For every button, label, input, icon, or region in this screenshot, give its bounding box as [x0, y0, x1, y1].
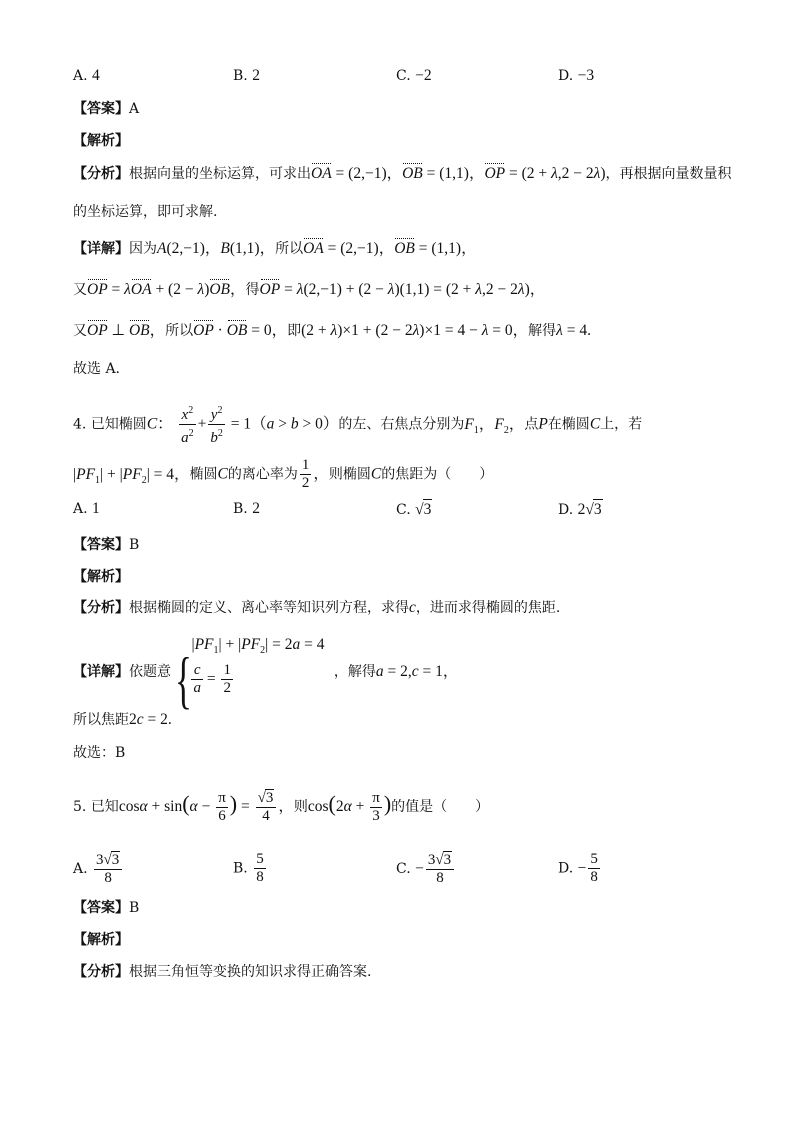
q4-analysis-label: 【解析】 — [73, 569, 129, 585]
q4-stem-line-1: 4. 已知椭圆C： $\frac{x^2}{a^2}$ + $\frac{y^2}{b^2}$ = 1（a > b > 0）的左、右焦点分别为$F_1$，$F_2$，点P在椭圆C上，若 — [73, 402, 642, 447]
q3-xiangjie-2: 又OP = λOA + (2 − λ)OB，得OP = λ(2,−1) + (2 − λ)(1,1) = (2 + λ,2 − 2λ)， — [73, 281, 546, 298]
q3-conclusion: 故选 A. — [73, 361, 121, 377]
q5-answer: 【答案】B — [73, 900, 140, 916]
q5-fenxi: 【分析】根据三角恒等变换的知识求得正确答案. — [73, 964, 372, 980]
q3-option-d: D. −3 — [558, 67, 595, 84]
q3-option-a: A. 4 — [73, 67, 100, 84]
q4-xiangjie: 【详解】依题意 { $|PF_1| + |PF_2| = 2a = 4$ $\frac{c}{a}$ = $\frac{1}{2}$ ，解得a = 2,c = 1， — [73, 636, 459, 715]
q5-analysis-label: 【解析】 — [73, 932, 129, 948]
q3-option-b: B. 2 — [233, 67, 260, 84]
q4-option-d: D. 2√3 — [558, 501, 602, 518]
q4-jiaoju: 所以焦距2c = 2. — [73, 711, 172, 728]
q4-option-c: C. √3 — [396, 501, 432, 518]
q3-fenxi: 【分析】根据向量的坐标运算，可求出OA = (2,−1)，OB = (1,1)，OP = (2 + λ,2 − 2λ)，再根据向量数量积 — [73, 165, 732, 182]
q3-xiangjie-3: 又OP ⊥ OB，所以OP · OB = 0，即(2 + λ)×1 + (2 − 2λ)×1 = 4 − λ = 0，解得λ = 4. — [73, 322, 591, 339]
q5-option-b: B. $\frac{5}{8}$ — [233, 851, 264, 885]
q3-analysis-label: 【解析】 — [73, 133, 129, 149]
q5-stem: 5. 已知cosα + sin(α − $\frac{\pi}{6}$ ) = $\frac{√3}{4}$ ，则cos(2α + $\frac{\pi}{3}$ )的值是（ ） — [73, 789, 490, 824]
q5-option-a: A. $\frac{3√3}{8}$ — [73, 851, 124, 887]
q4-conclusion: 故选：B — [73, 745, 126, 761]
q4-stem-line-2: $|PF_1| + |PF_2| = 4$，椭圆C的离心率为 $\frac{1}{2}$ ，则椭圆C的焦距为（ ） — [73, 457, 494, 491]
q3-option-c: C. −2 — [396, 67, 432, 84]
q4-option-a: A. 1 — [73, 500, 100, 517]
q4-fenxi: 【分析】根据椭圆的定义、离心率等知识列方程，求得c，进而求得椭圆的焦距. — [73, 599, 561, 616]
q3-answer: 【答案】A — [73, 101, 140, 117]
q5-option-d: D. − $\frac{5}{8}$ — [558, 851, 598, 885]
q3-xiangjie-1: 【详解】因为A(2,−1)，B(1,1)，所以OA = (2,−1)，OB = (1,1)， — [73, 240, 477, 257]
q5-option-c: C. − $\frac{3√3}{8}$ — [396, 851, 456, 887]
q4-answer: 【答案】B — [73, 537, 140, 553]
q3-fenxi-cont: 的坐标运算，即可求解. — [73, 204, 218, 220]
q4-option-b: B. 2 — [233, 500, 260, 517]
